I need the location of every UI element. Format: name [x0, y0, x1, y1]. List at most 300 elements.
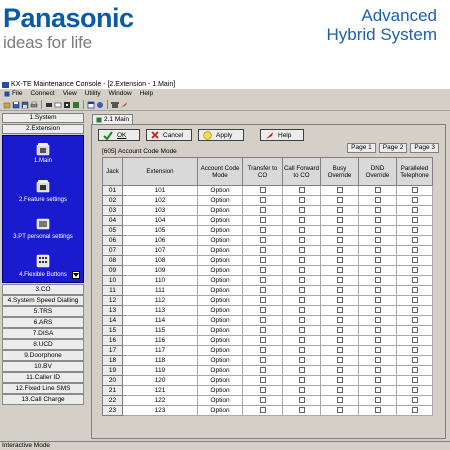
transfer-to-co-checkbox[interactable]	[260, 257, 266, 263]
call-forward-to-co-checkbox[interactable]	[299, 337, 305, 343]
dnd-override-cell	[359, 206, 397, 216]
account-code-mode-cell[interactable]: Option	[198, 276, 243, 286]
dnd-override-checkbox[interactable]	[375, 237, 381, 243]
extension-cell[interactable]: 111	[123, 286, 198, 296]
extension-cell[interactable]: 112	[123, 296, 198, 306]
busy-override-checkbox[interactable]	[337, 277, 343, 283]
call-forward-to-co-cell	[283, 296, 321, 306]
paralleled-telephone-checkbox[interactable]	[412, 307, 418, 313]
extension-cell[interactable]: 117	[123, 346, 198, 356]
dnd-override-cell	[359, 216, 397, 226]
menu-view[interactable]: View	[62, 90, 77, 97]
toolbar-separator	[107, 100, 108, 109]
busy-override-cell	[321, 246, 359, 256]
page-tabs	[347, 143, 439, 153]
menu-utility[interactable]: Utility	[84, 90, 101, 97]
sidebar-list	[2, 284, 84, 405]
jack-cell: 11	[103, 286, 123, 296]
account-code-mode-cell[interactable]: Option	[198, 356, 243, 366]
account-code-mode-cell[interactable]: Option	[198, 196, 243, 206]
paralleled-telephone-checkbox[interactable]	[412, 267, 418, 273]
dnd-override-checkbox[interactable]	[375, 367, 381, 373]
toolbar-program-icon[interactable]	[63, 101, 71, 109]
toolbar-pbx-icon[interactable]	[72, 101, 80, 109]
sidebar-item-call-charge[interactable]: 13.Call Charge	[2, 394, 84, 405]
call-forward-to-co-checkbox[interactable]	[299, 237, 305, 243]
account-code-mode-cell[interactable]: Option	[198, 406, 243, 416]
transfer-to-co-checkbox[interactable]	[260, 377, 266, 383]
transfer-to-co-cell	[243, 316, 283, 326]
busy-override-cell	[321, 276, 359, 286]
call-forward-to-co-cell	[283, 236, 321, 246]
dnd-override-cell	[359, 266, 397, 276]
account-code-mode-cell[interactable]: Option	[198, 366, 243, 376]
jack-cell: 22	[103, 396, 123, 406]
call-forward-to-co-checkbox[interactable]	[299, 387, 305, 393]
extension-cell[interactable]: 119	[123, 366, 198, 376]
product-title-line1: Advanced	[361, 6, 437, 25]
busy-override-checkbox[interactable]	[337, 397, 343, 403]
paralleled-telephone-cell	[397, 366, 433, 376]
call-forward-to-co-cell	[283, 336, 321, 346]
paralleled-telephone-checkbox[interactable]	[412, 227, 418, 233]
account-code-mode-cell[interactable]: Option	[198, 236, 243, 246]
dnd-override-checkbox[interactable]	[375, 227, 381, 233]
dnd-override-checkbox[interactable]	[375, 307, 381, 313]
dnd-override-cell	[359, 236, 397, 246]
busy-override-cell	[321, 256, 359, 266]
extension-cell[interactable]: 113	[123, 306, 198, 316]
busy-override-checkbox[interactable]	[337, 387, 343, 393]
dnd-override-cell	[359, 386, 397, 396]
phone-icon[interactable]	[36, 142, 50, 156]
sidebar-item-flexible-buttons[interactable]: 4.Flexible Buttons	[19, 272, 67, 278]
paralleled-telephone-checkbox[interactable]	[412, 277, 418, 283]
paralleled-telephone-checkbox[interactable]	[412, 287, 418, 293]
transfer-to-co-checkbox[interactable]	[260, 197, 266, 203]
toolbar-disconnect-icon[interactable]	[54, 101, 62, 109]
call-forward-to-co-checkbox[interactable]	[299, 317, 305, 323]
transfer-to-co-checkbox[interactable]	[260, 307, 266, 313]
paralleled-telephone-checkbox[interactable]	[412, 317, 418, 323]
call-forward-to-co-checkbox[interactable]	[299, 227, 305, 233]
paralleled-telephone-checkbox[interactable]	[412, 377, 418, 383]
dnd-override-cell	[359, 316, 397, 326]
phone-settings-icon[interactable]	[36, 179, 50, 193]
call-forward-to-co-cell	[283, 356, 321, 366]
busy-override-checkbox[interactable]	[337, 327, 343, 333]
account-code-mode-cell[interactable]: Option	[198, 376, 243, 386]
dnd-override-checkbox[interactable]	[375, 317, 381, 323]
call-forward-to-co-checkbox[interactable]	[299, 297, 305, 303]
extension-cell[interactable]: 114	[123, 316, 198, 326]
busy-override-checkbox[interactable]	[337, 187, 343, 193]
busy-override-checkbox[interactable]	[337, 207, 343, 213]
column-header-extension: Extension	[123, 158, 198, 186]
extension-cell[interactable]: 118	[123, 356, 198, 366]
transfer-to-co-checkbox[interactable]	[260, 227, 266, 233]
dnd-override-checkbox[interactable]	[375, 207, 381, 213]
busy-override-checkbox[interactable]	[337, 267, 343, 273]
paralleled-telephone-cell	[397, 226, 433, 236]
account-code-mode-cell[interactable]: Option	[198, 226, 243, 236]
call-forward-to-co-checkbox[interactable]	[299, 407, 305, 413]
account-code-mode-cell[interactable]: Option	[198, 316, 243, 326]
busy-override-checkbox[interactable]	[337, 307, 343, 313]
maintenance-console-window	[0, 80, 450, 450]
tab-page-2[interactable]: Page 2	[379, 143, 408, 153]
busy-override-checkbox[interactable]	[337, 247, 343, 253]
window-title: KX-TE Maintenance Console - [2.Extension - 1.Main]	[11, 81, 176, 88]
jack-cell: 12	[103, 296, 123, 306]
extension-cell[interactable]: 109	[123, 266, 198, 276]
menu-connect[interactable]: Connect	[30, 90, 55, 97]
busy-override-cell	[321, 296, 359, 306]
call-forward-to-co-checkbox[interactable]	[299, 367, 305, 373]
toolbar-window-icon[interactable]	[87, 101, 95, 109]
dnd-override-cell	[359, 246, 397, 256]
account-code-mode-cell[interactable]: Option	[198, 256, 243, 266]
paralleled-telephone-checkbox[interactable]	[412, 257, 418, 263]
paralleled-telephone-cell	[397, 316, 433, 326]
extension-cell[interactable]: 121	[123, 386, 198, 396]
extension-cell[interactable]: 103	[123, 206, 198, 216]
paralleled-telephone-checkbox[interactable]	[412, 247, 418, 253]
call-forward-to-co-checkbox[interactable]	[299, 217, 305, 223]
sidebar-scroll-down-icon[interactable]	[72, 271, 80, 279]
call-forward-to-co-checkbox[interactable]	[299, 347, 305, 353]
help-button[interactable]	[260, 129, 304, 141]
extension-cell[interactable]: 110	[123, 276, 198, 286]
transfer-to-co-checkbox[interactable]	[260, 267, 266, 273]
tab-page-3[interactable]: Page 3	[410, 143, 439, 153]
jack-cell: 02	[103, 196, 123, 206]
extension-cell[interactable]: 104	[123, 216, 198, 226]
transfer-to-co-cell	[243, 356, 283, 366]
jack-cell: 06	[103, 236, 123, 246]
call-forward-to-co-cell	[283, 306, 321, 316]
extension-cell[interactable]: 101	[123, 186, 198, 196]
sidebar-item-ucd[interactable]: 8.UCD	[2, 339, 84, 350]
menu-window[interactable]: Window	[108, 90, 132, 97]
paralleled-telephone-checkbox[interactable]	[412, 387, 418, 393]
call-forward-to-co-checkbox[interactable]	[299, 397, 305, 403]
extension-cell[interactable]: 116	[123, 336, 198, 346]
busy-override-checkbox[interactable]	[337, 297, 343, 303]
paralleled-telephone-checkbox[interactable]	[412, 407, 418, 413]
extension-cell[interactable]: 102	[123, 196, 198, 206]
call-forward-to-co-checkbox[interactable]	[299, 267, 305, 273]
call-forward-to-co-cell	[283, 396, 321, 406]
menu-file[interactable]	[4, 89, 22, 99]
tab-main[interactable]	[92, 114, 133, 124]
status-bar: Interactive Mode	[0, 441, 450, 450]
cancel-button-label: Cancel	[163, 131, 184, 139]
busy-override-checkbox[interactable]	[337, 287, 343, 293]
table-row	[103, 226, 433, 236]
content-tabstrip	[88, 113, 448, 124]
busy-override-cell	[321, 216, 359, 226]
column-header-jack: Jack	[103, 158, 123, 186]
call-forward-to-co-checkbox[interactable]	[299, 357, 305, 363]
dnd-override-checkbox[interactable]	[375, 397, 381, 403]
extension-cell[interactable]: 105	[123, 226, 198, 236]
call-forward-to-co-checkbox[interactable]	[299, 377, 305, 383]
dnd-override-checkbox[interactable]	[375, 347, 381, 353]
paralleled-telephone-checkbox[interactable]	[412, 237, 418, 243]
transfer-to-co-checkbox[interactable]	[260, 207, 266, 213]
transfer-to-co-checkbox[interactable]	[260, 277, 266, 283]
transfer-to-co-cell	[243, 346, 283, 356]
sidebar-item-feature-settings[interactable]: 2.Feature settings	[18, 197, 68, 203]
call-forward-to-co-checkbox[interactable]	[299, 287, 305, 293]
dnd-override-checkbox[interactable]	[375, 387, 381, 393]
apply-button[interactable]	[198, 129, 244, 141]
toolbar-save-as-icon[interactable]	[21, 101, 29, 109]
dnd-override-checkbox[interactable]	[375, 337, 381, 343]
toolbar-phone-icon[interactable]	[111, 101, 119, 109]
extension-cell[interactable]: 120	[123, 376, 198, 386]
account-code-mode-cell[interactable]: Option	[198, 306, 243, 316]
sidebar-item-caller-id[interactable]: 11.Caller ID	[2, 372, 84, 383]
main-content	[88, 113, 448, 439]
personal-phone-icon[interactable]	[36, 216, 50, 230]
paralleled-telephone-checkbox[interactable]	[412, 197, 418, 203]
paralleled-telephone-cell	[397, 396, 433, 406]
account-code-mode-cell[interactable]: Option	[198, 386, 243, 396]
toolbar-help-icon[interactable]	[96, 101, 104, 109]
sidebar-item-pt-personal-settings[interactable]: 3.PT personal settings	[13, 234, 73, 240]
account-code-mode-cell[interactable]: Option	[198, 246, 243, 256]
busy-override-checkbox[interactable]	[337, 407, 343, 413]
busy-override-checkbox[interactable]	[337, 197, 343, 203]
table-row	[103, 206, 433, 216]
table-row	[103, 396, 433, 406]
transfer-to-co-checkbox[interactable]	[260, 407, 266, 413]
transfer-to-co-checkbox[interactable]	[260, 397, 266, 403]
dnd-override-checkbox[interactable]	[375, 247, 381, 253]
table-row	[103, 366, 433, 376]
dnd-override-checkbox[interactable]	[375, 187, 381, 193]
call-forward-to-co-cell	[283, 286, 321, 296]
transfer-to-co-checkbox[interactable]	[260, 347, 266, 353]
table-row	[103, 276, 433, 286]
call-forward-to-co-cell	[283, 276, 321, 286]
sidebar-extension-panel	[2, 135, 84, 283]
busy-override-checkbox[interactable]	[337, 377, 343, 383]
transfer-to-co-checkbox[interactable]	[260, 237, 266, 243]
table-row	[103, 286, 433, 296]
transfer-to-co-checkbox[interactable]	[260, 187, 266, 193]
section-label: [605] Account Code Mode	[102, 148, 177, 155]
tab-page-1[interactable]: Page 1	[347, 143, 376, 153]
paralleled-telephone-cell	[397, 266, 433, 276]
extension-cell[interactable]: 123	[123, 406, 198, 416]
column-header-dnd-override: DND Override	[359, 158, 397, 186]
paralleled-telephone-checkbox[interactable]	[412, 207, 418, 213]
dnd-override-checkbox[interactable]	[375, 357, 381, 363]
dnd-override-checkbox[interactable]	[375, 297, 381, 303]
sidebar-item-system[interactable]: 1.System	[2, 113, 84, 123]
account-code-mode-cell[interactable]: Option	[198, 396, 243, 406]
transfer-to-co-checkbox[interactable]	[260, 337, 266, 343]
transfer-to-co-checkbox[interactable]	[260, 297, 266, 303]
busy-override-cell	[321, 376, 359, 386]
account-code-mode-cell[interactable]: Option	[198, 186, 243, 196]
busy-override-checkbox[interactable]	[337, 227, 343, 233]
busy-override-checkbox[interactable]	[337, 257, 343, 263]
column-header-transfer-to-co: Transfer to CO	[243, 158, 283, 186]
sidebar-item-main[interactable]: 1.Main	[33, 158, 52, 164]
account-code-mode-cell[interactable]: Option	[198, 266, 243, 276]
toolbar-print-icon[interactable]	[30, 101, 38, 109]
busy-override-checkbox[interactable]	[337, 357, 343, 363]
call-forward-to-co-checkbox[interactable]	[299, 327, 305, 333]
sidebar-item-disa[interactable]: 7.DISA	[2, 328, 84, 339]
paralleled-telephone-checkbox[interactable]	[412, 187, 418, 193]
sidebar-item-system-speed-dialling[interactable]: 4.System Speed Dialling	[2, 295, 84, 306]
tab-main-icon	[96, 117, 102, 123]
dnd-override-checkbox[interactable]	[375, 197, 381, 203]
transfer-to-co-checkbox[interactable]	[260, 217, 266, 223]
settings-panel	[91, 124, 446, 439]
paralleled-telephone-checkbox[interactable]	[412, 357, 418, 363]
jack-cell: 19	[103, 366, 123, 376]
tab-main-label: 2.1 Main	[104, 116, 129, 123]
sidebar	[2, 113, 84, 439]
keypad-icon[interactable]	[36, 254, 50, 268]
busy-override-cell	[321, 336, 359, 346]
menu-file-label: File	[12, 90, 23, 97]
toolbar-tool-icon[interactable]	[120, 101, 128, 109]
cancel-button[interactable]	[146, 129, 192, 141]
sidebar-item-doorphone[interactable]: 9.Doorphone	[2, 350, 84, 361]
busy-override-cell	[321, 186, 359, 196]
dnd-override-cell	[359, 226, 397, 236]
transfer-to-co-cell	[243, 326, 283, 336]
jack-cell: 23	[103, 406, 123, 416]
paralleled-telephone-checkbox[interactable]	[412, 337, 418, 343]
toolbar-connect-icon[interactable]	[45, 101, 53, 109]
toolbar-save-icon[interactable]	[12, 101, 20, 109]
call-forward-to-co-checkbox[interactable]	[299, 187, 305, 193]
transfer-to-co-checkbox[interactable]	[260, 327, 266, 333]
sidebar-item-trs[interactable]: 5.TRS	[2, 306, 84, 317]
transfer-to-co-checkbox[interactable]	[260, 357, 266, 363]
call-forward-to-co-cell	[283, 256, 321, 266]
call-forward-to-co-checkbox[interactable]	[299, 307, 305, 313]
dnd-override-checkbox[interactable]	[375, 257, 381, 263]
call-forward-to-co-checkbox[interactable]	[299, 257, 305, 263]
jack-cell: 15	[103, 326, 123, 336]
jack-cell: 14	[103, 316, 123, 326]
extension-cell[interactable]: 106	[123, 236, 198, 246]
transfer-to-co-checkbox[interactable]	[260, 317, 266, 323]
busy-override-checkbox[interactable]	[337, 347, 343, 353]
call-forward-to-co-checkbox[interactable]	[299, 247, 305, 253]
paralleled-telephone-cell	[397, 406, 433, 416]
paralleled-telephone-checkbox[interactable]	[412, 297, 418, 303]
account-code-mode-cell[interactable]: Option	[198, 326, 243, 336]
toolbar-separator	[83, 100, 84, 109]
dnd-override-checkbox[interactable]	[375, 277, 381, 283]
account-code-mode-cell[interactable]: Option	[198, 296, 243, 306]
call-forward-to-co-cell	[283, 226, 321, 236]
sidebar-item-ars[interactable]: 6.ARS	[2, 317, 84, 328]
account-code-mode-cell[interactable]: Option	[198, 216, 243, 226]
transfer-to-co-cell	[243, 396, 283, 406]
paralleled-telephone-checkbox[interactable]	[412, 327, 418, 333]
extension-cell[interactable]: 107	[123, 246, 198, 256]
dnd-override-cell	[359, 356, 397, 366]
busy-override-checkbox[interactable]	[337, 317, 343, 323]
paralleled-telephone-checkbox[interactable]	[412, 217, 418, 223]
ok-button[interactable]	[98, 129, 140, 141]
paralleled-telephone-checkbox[interactable]	[412, 367, 418, 373]
transfer-to-co-cell	[243, 206, 283, 216]
call-forward-to-co-cell	[283, 186, 321, 196]
busy-override-cell	[321, 266, 359, 276]
dnd-override-checkbox[interactable]	[375, 327, 381, 333]
sidebar-item-fixed-line-sms[interactable]: 12.Fixed Line SMS	[2, 383, 84, 394]
busy-override-cell	[321, 206, 359, 216]
menu-help[interactable]: Help	[139, 90, 154, 97]
busy-override-checkbox[interactable]	[337, 337, 343, 343]
extension-cell[interactable]: 122	[123, 396, 198, 406]
paralleled-telephone-cell	[397, 186, 433, 196]
account-code-mode-cell[interactable]: Option	[198, 206, 243, 216]
transfer-to-co-checkbox[interactable]	[260, 287, 266, 293]
call-forward-to-co-checkbox[interactable]	[299, 197, 305, 203]
busy-override-checkbox[interactable]	[337, 237, 343, 243]
dnd-override-checkbox[interactable]	[375, 377, 381, 383]
transfer-to-co-cell	[243, 376, 283, 386]
transfer-to-co-cell	[243, 256, 283, 266]
account-code-mode-cell[interactable]: Option	[198, 286, 243, 296]
dnd-override-checkbox[interactable]	[375, 407, 381, 413]
transfer-to-co-checkbox[interactable]	[260, 367, 266, 373]
extension-cell[interactable]: 115	[123, 326, 198, 336]
jack-cell: 21	[103, 386, 123, 396]
busy-override-checkbox[interactable]	[337, 367, 343, 373]
extension-cell[interactable]: 108	[123, 256, 198, 266]
brand-tagline: ideas for life	[3, 33, 92, 52]
transfer-to-co-checkbox[interactable]	[260, 247, 266, 253]
dnd-override-checkbox[interactable]	[375, 217, 381, 223]
dnd-override-checkbox[interactable]	[375, 267, 381, 273]
table-row	[103, 236, 433, 246]
dnd-override-checkbox[interactable]	[375, 287, 381, 293]
brand-name: Panasonic	[3, 3, 134, 33]
busy-override-checkbox[interactable]	[337, 217, 343, 223]
sidebar-item-bv[interactable]: 10.BV	[2, 361, 84, 372]
paralleled-telephone-checkbox[interactable]	[412, 397, 418, 403]
account-code-mode-cell[interactable]: Option	[198, 336, 243, 346]
table-row	[103, 336, 433, 346]
paralleled-telephone-checkbox[interactable]	[412, 347, 418, 353]
transfer-to-co-checkbox[interactable]	[260, 387, 266, 393]
account-code-mode-cell[interactable]: Option	[198, 346, 243, 356]
busy-override-cell	[321, 396, 359, 406]
toolbar-open-icon[interactable]	[3, 101, 11, 109]
menu-bar	[0, 89, 450, 99]
sidebar-item-co[interactable]: 3.CO	[2, 284, 84, 295]
call-forward-to-co-cell	[283, 386, 321, 396]
call-forward-to-co-checkbox[interactable]	[299, 277, 305, 283]
sidebar-item-extension[interactable]: 2.Extension	[2, 124, 84, 134]
paralleled-telephone-cell	[397, 256, 433, 266]
call-forward-to-co-checkbox[interactable]	[299, 207, 305, 213]
